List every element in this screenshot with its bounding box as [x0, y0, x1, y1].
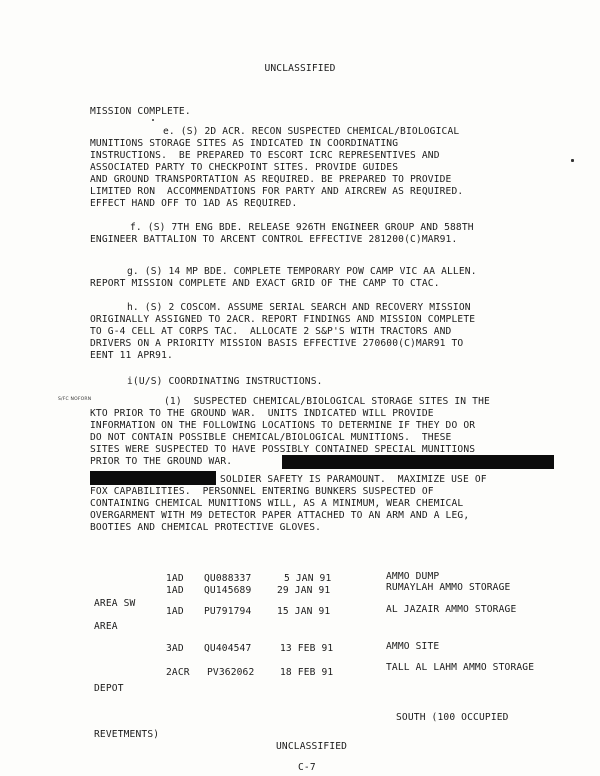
paragraph-h-line: EENT 11 APR91. [90, 350, 173, 361]
site-date: 13 FEB 91 [280, 643, 334, 654]
paragraph-i1-line: (1) SUSPECTED CHEMICAL/BIOLOGICAL STORAGE SITES IN THE [164, 396, 490, 407]
site-unit: 1AD [166, 606, 184, 617]
paragraph-e-line: LIMITED RON ACCOMMENDATIONS FOR PARTY AND AIRCREW AS REQUIRED. [90, 186, 464, 197]
site-grid: QU088337 [204, 573, 252, 584]
site-unit: 3AD [166, 643, 184, 654]
site-description: TALL AL LAHM AMMO STORAGE [386, 662, 535, 673]
mission-complete-line: MISSION COMPLETE. [90, 106, 191, 117]
paragraph-e-line: EFFECT HAND OFF TO 1AD AS REQUIRED. [90, 198, 298, 209]
paragraph-i1-line: DO NOT CONTAIN POSSIBLE CHEMICAL/BIOLOGICAL MUNITIONS. THESE [90, 432, 452, 443]
redaction-block [282, 455, 554, 469]
header-classification: UNCLASSIFIED [264, 63, 336, 74]
scan-speck [571, 159, 574, 162]
site-description-wrap: SOUTH (100 OCCUPIED [396, 712, 509, 723]
paragraph-i1-cont-line: SOLDIER SAFETY IS PARAMOUNT. MAXIMIZE USE OF [220, 474, 487, 485]
site-description-wrap: DEPOT [94, 683, 124, 694]
site-grid: QU404547 [204, 643, 252, 654]
paragraph-h-line: h. (S) 2 COSCOM. ASSUME SERIAL SEARCH AND RECOVERY MISSION [127, 302, 471, 313]
paragraph-i1-line: KTO PRIOR TO THE GROUND WAR. UNITS INDICATED WILL PROVIDE [90, 408, 434, 419]
site-grid: PV362062 [207, 667, 255, 678]
site-grid: QU145689 [204, 585, 252, 596]
footer-classification: UNCLASSIFIED [276, 741, 348, 752]
paragraph-e-line: ASSOCIATED PARTY TO CHECKPOINT SITES. PROVIDE GUIDES [90, 162, 399, 173]
page-number: C-7 [298, 762, 316, 773]
site-description: AL JAZAIR AMMO STORAGE [386, 604, 517, 615]
paragraph-i1-cont-line: CONTAINING CHEMICAL MUNITIONS WILL, AS A MINIMUM, WEAR CHEMICAL [90, 498, 464, 509]
redaction-block [90, 471, 216, 485]
scan-speck [152, 119, 154, 121]
paragraph-g-line: g. (S) 14 MP BDE. COMPLETE TEMPORARY POW CAMP VIC AA ALLEN. [127, 266, 477, 277]
site-date: 29 JAN 91 [277, 585, 331, 596]
paragraph-h-line: TO G-4 CELL AT CORPS TAC. ALLOCATE 2 S&P'S WITH TRACTORS AND [90, 326, 452, 337]
paragraph-i1-cont-line: FOX CAPABILITIES. PERSONNEL ENTERING BUNKERS SUSPECTED OF [90, 486, 434, 497]
paragraph-e-line: INSTRUCTIONS. BE PREPARED TO ESCORT ICRC REPRESENTIVES AND [90, 150, 440, 161]
site-date: 5 JAN 91 [284, 573, 332, 584]
site-description: RUMAYLAH AMMO STORAGE [386, 582, 511, 593]
paragraph-h-line: ORIGINALLY ASSIGNED TO 2ACR. REPORT FINDINGS AND MISSION COMPLETE [90, 314, 476, 325]
site-unit: 1AD [166, 573, 184, 584]
paragraph-f-line: f. (S) 7TH ENG BDE. RELEASE 926TH ENGINEER GROUP AND 588TH [130, 222, 474, 233]
paragraph-h-line: DRIVERS ON A PRIORITY MISSION BASIS EFFECTIVE 270600(C)MAR91 TO [90, 338, 464, 349]
paragraph-e-line: AND GROUND TRANSPORTATION AS REQUIRED. BE PREPARED TO PROVIDE [90, 174, 452, 185]
site-description-wrap: AREA SW [94, 598, 136, 609]
margin-classification-note: S/FC NOFORN [58, 397, 92, 402]
paragraph-g-line: REPORT MISSION COMPLETE AND EXACT GRID OF THE CAMP TO CTAC. [90, 278, 440, 289]
site-description-wrap: REVETMENTS) [94, 729, 160, 740]
paragraph-i1-line: INFORMATION ON THE FOLLOWING LOCATIONS TO DETERMINE IF THEY DO OR [90, 420, 476, 431]
site-date: 15 JAN 91 [277, 606, 331, 617]
paragraph-i-heading: i(U/S) COORDINATING INSTRUCTIONS. [127, 376, 323, 387]
site-description: AMMO SITE [386, 641, 440, 652]
paragraph-i1-cont-line: OVERGARMENT WITH M9 DETECTOR PAPER ATTACHED TO AN ARM AND A LEG, [90, 510, 470, 521]
paragraph-f-line: ENGINEER BATTALION TO ARCENT CONTROL EFFECTIVE 281200(C)MAR91. [90, 234, 458, 245]
site-unit: 2ACR [166, 667, 190, 678]
site-description-wrap: AREA [94, 621, 118, 632]
paragraph-e-line: e. (S) 2D ACR. RECON SUSPECTED CHEMICAL/BIOLOGICAL [163, 126, 460, 137]
site-grid: PU791794 [204, 606, 252, 617]
site-date: 18 FEB 91 [280, 667, 334, 678]
paragraph-e-line: MUNITIONS STORAGE SITES AS INDICATED IN COORDINATING [90, 138, 399, 149]
paragraph-i1-cont-line: BOOTIES AND CHEMICAL PROTECTIVE GLOVES. [90, 522, 322, 533]
site-unit: 1AD [166, 585, 184, 596]
site-description: AMMO DUMP [386, 571, 440, 582]
paragraph-i1-line: PRIOR TO THE GROUND WAR. [90, 456, 233, 467]
paragraph-i1-line: SITES WERE SUSPECTED TO HAVE POSSIBLY CONTAINED SPECIAL MUNITIONS [90, 444, 476, 455]
